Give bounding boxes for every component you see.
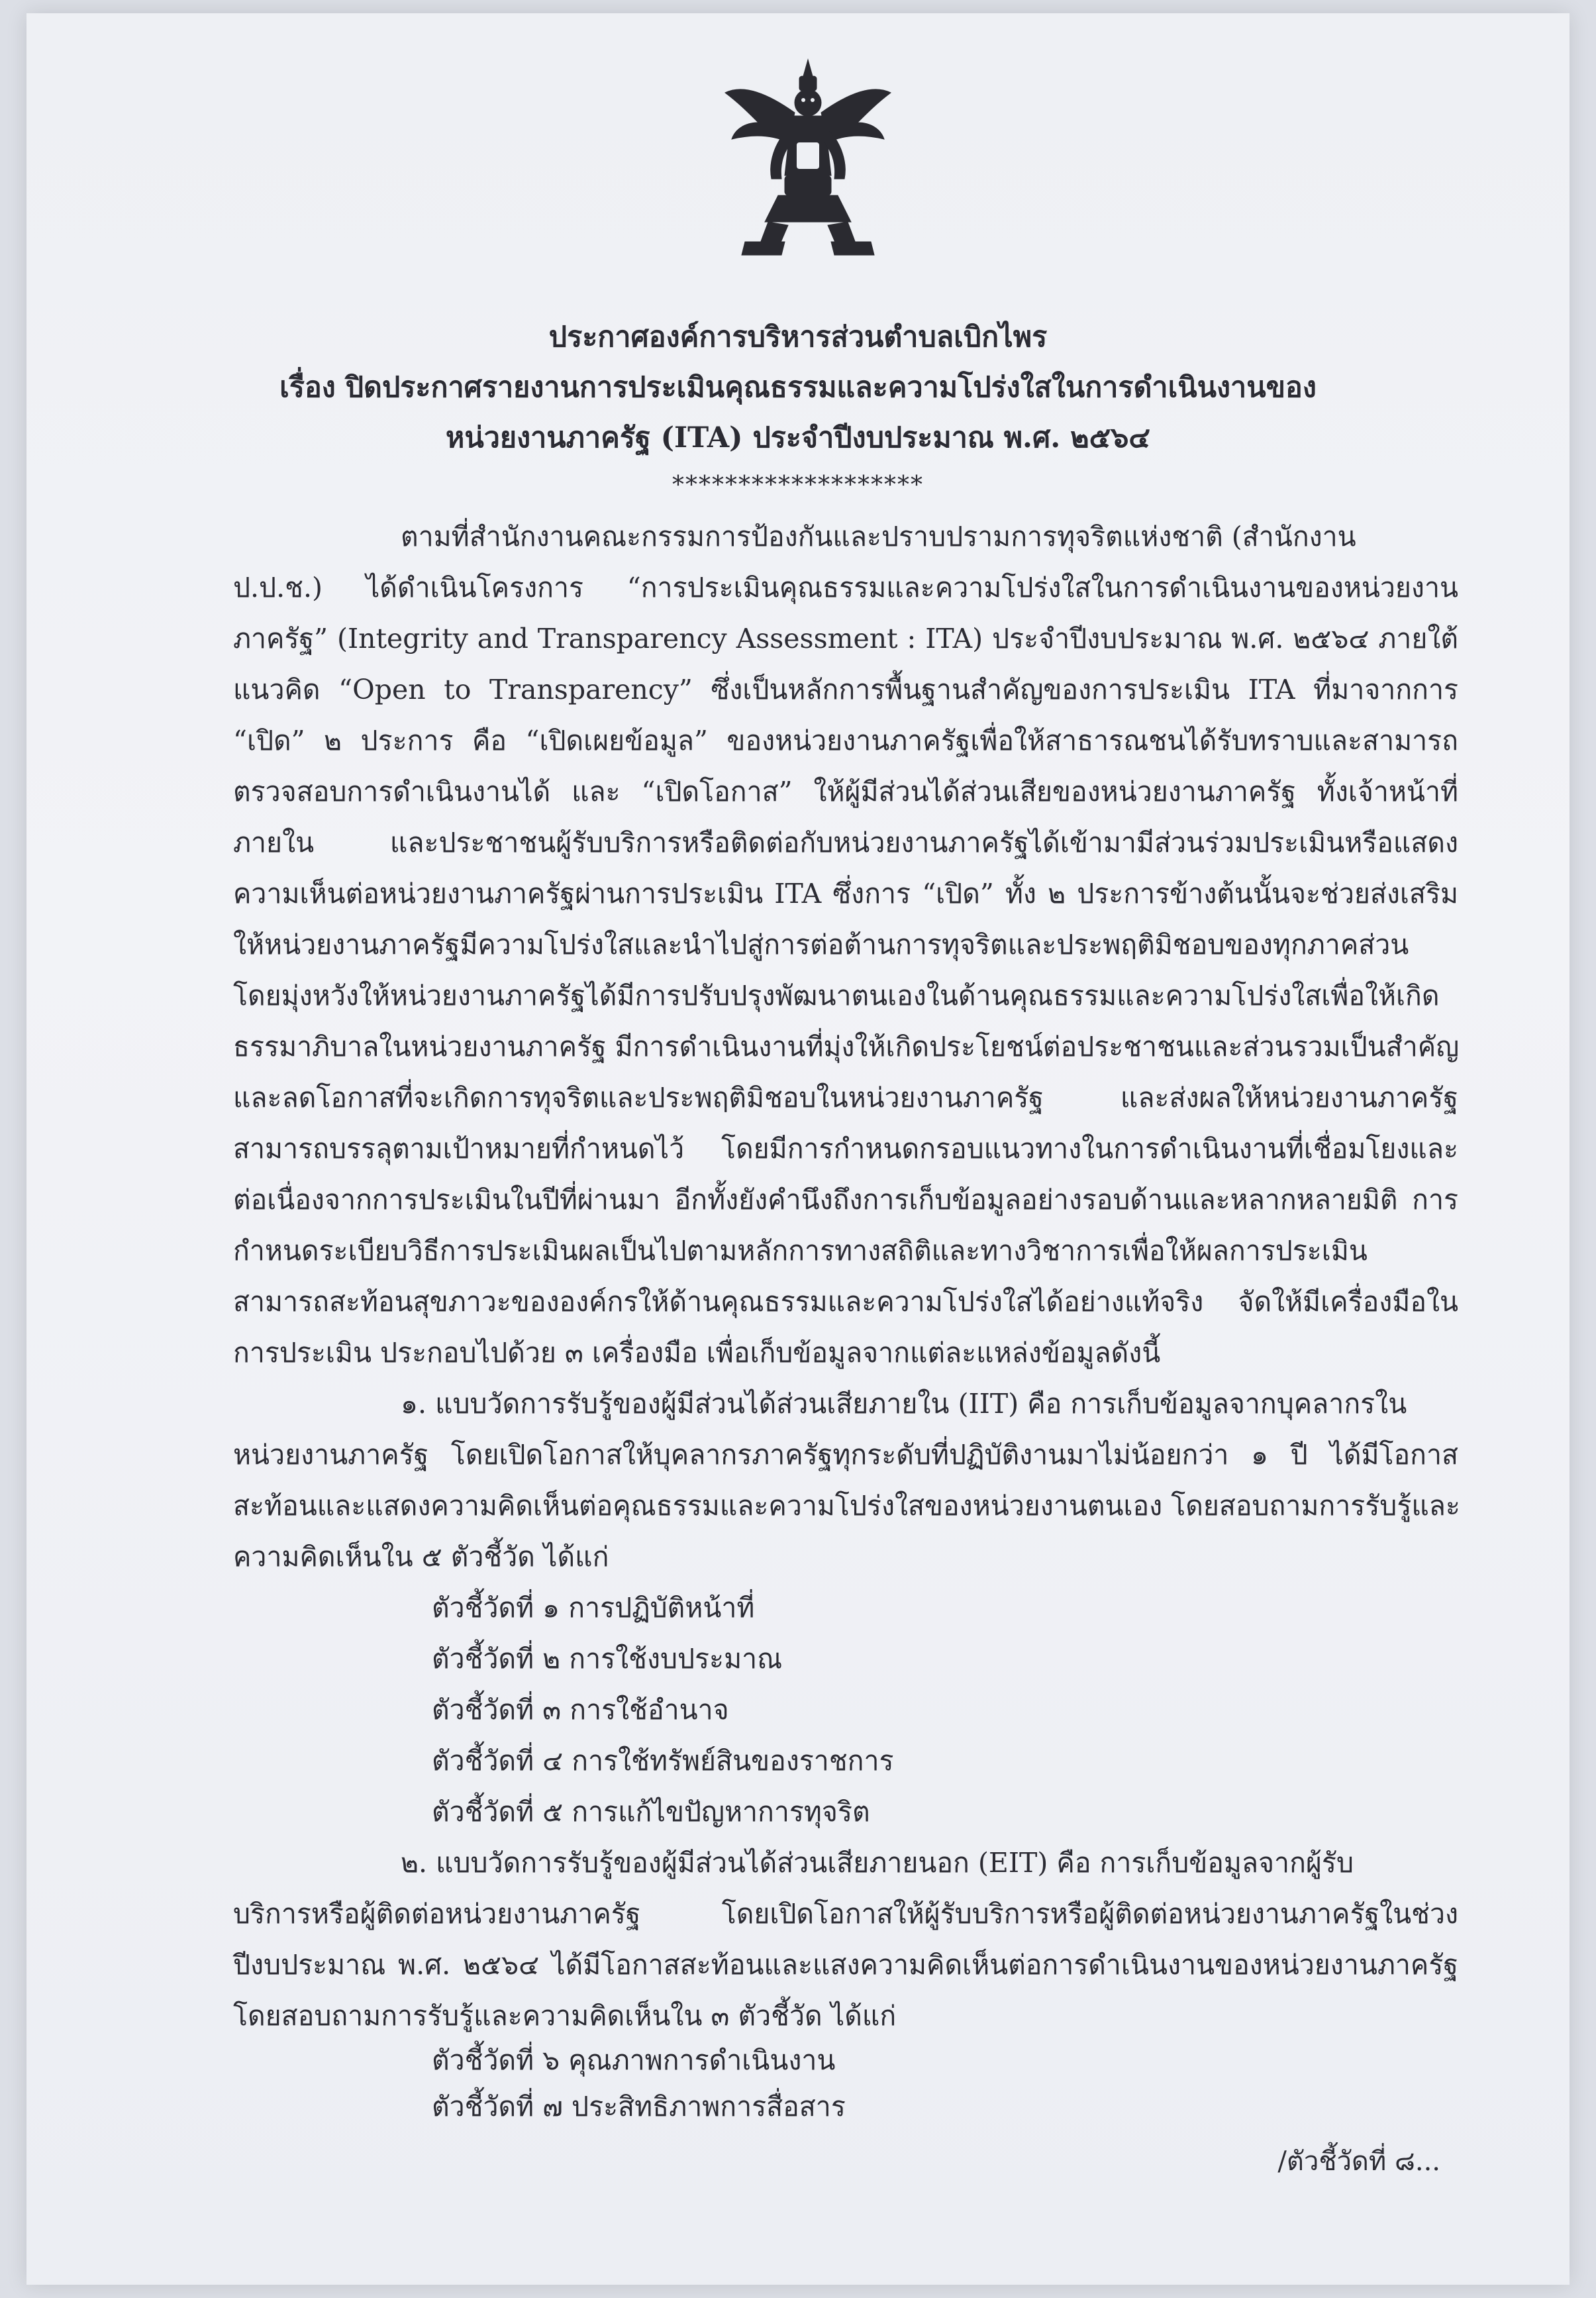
indicator-item: ตัวชี้วัดที่ ๔ การใช้ทรัพย์สินของราชการ	[432, 1745, 894, 1777]
paragraph-line: แนวคิด “Open to Transparency” ซึ่งเป็นหลักการพื้นฐานสำคัญของการประเมิน ITA ที่มาจากการ	[233, 674, 1458, 705]
paragraph-line: สามารถบรรลุตามเป้าหมายที่กำหนดไว้ โดยมีการกำหนดกรอบแนวทางในการดำเนินงานที่เชื่อมโยงและ	[233, 1133, 1458, 1165]
paragraph-line: ๒. แบบวัดการรับรู้ของผู้มีส่วนได้ส่วนเสียภายนอก (EIT) คือ การเก็บข้อมูลจากผู้รับ	[401, 1847, 1354, 1879]
paragraph-line: ตามที่สำนักงานคณะกรรมการป้องกันและปราบปรามการทุจริตแห่งชาติ (สำนักงาน	[401, 521, 1356, 552]
paragraph-line: ตรวจสอบการดำเนินงานได้ และ “เปิดโอกาส” ให้ผู้มีส่วนได้ส่วนเสียของหน่วยงานภาครัฐ ทั้งเจ้าหน้าที่	[233, 776, 1458, 808]
paragraph-line: สามารถสะท้อนสุขภาวะขององค์กรให้ด้านคุณธรรมและความโปร่งใสได้อย่างแท้จริง จัดให้มีเครื่องมือใน	[233, 1286, 1458, 1318]
indicator-item: ตัวชี้วัดที่ ๓ การใช้อำนาจ	[432, 1694, 729, 1726]
indicator-item: ตัวชี้วัดที่ ๕ การแก้ไขปัญหาการทุจริต	[432, 1796, 870, 1828]
paragraph-line: และลดโอกาสที่จะเกิดการทุจริตและประพฤติมิชอบในหน่วยงานภาครัฐ และส่งผลให้หน่วยงานภาครัฐ	[233, 1082, 1458, 1114]
indicator-item: ตัวชี้วัดที่ ๑ การปฏิบัติหน้าที่	[432, 1592, 755, 1624]
paragraph-line: ให้หน่วยงานภาครัฐมีความโปร่งใสและนำไปสู่การต่อต้านการทุจริตและประพฤติมิชอบของทุกภาคส่วน	[233, 929, 1409, 961]
indicator-item: ตัวชี้วัดที่ ๖ คุณภาพการดำเนินงาน	[432, 2044, 836, 2076]
separator-stars: *******************	[672, 472, 924, 499]
paragraph-line: ปีงบประมาณ พ.ศ. ๒๕๖๔ ได้มีโอกาสสะท้อนและแสงความคิดเห็นต่อการดำเนินงานของหน่วยงานภาครัฐ	[233, 1949, 1458, 1981]
announcement-subject: เรื่อง ปิดประกาศรายงานการประเมินคุณธรรมและความโปร่งใสในการดำเนินงานของ	[279, 371, 1317, 404]
paragraph-line: ความเห็นต่อหน่วยงานภาครัฐผ่านการประเมิน ITA ซึ่งการ “เปิด” ทั้ง ๒ ประการข้างต้นนั้นจะช่วยส่งเสริม	[233, 878, 1458, 910]
announcement-subject-cont: หน่วยงานภาครัฐ (ITA) ประจำปีงบประมาณ พ.ศ. ๒๕๖๔	[446, 421, 1150, 454]
paragraph-line: ต่อเนื่องจากการประเมินในปีที่ผ่านมา อีกทั้งยังคำนึงถึงการเก็บข้อมูลอย่างรอบด้านและหลากหลายมิติ การ	[233, 1184, 1458, 1216]
paragraph-line: โดยสอบถามการรับรู้และความคิดเห็นใน ๓ ตัวชี้วัด ได้แก่	[233, 2000, 897, 2032]
paragraph-line: โดยมุ่งหวังให้หน่วยงานภาครัฐได้มีการปรับปรุงพัฒนาตนเองในด้านคุณธรรมและความโปร่งใสเพื่อให้เกิด	[233, 980, 1440, 1012]
paragraph-line: ความคิดเห็นใน ๕ ตัวชี้วัด ได้แก่	[233, 1541, 609, 1573]
paragraph-line: “เปิด” ๒ ประการ คือ “เปิดเผยข้อมูล” ของหน่วยงานภาครัฐเพื่อให้สาธารณชนได้รับทราบและสามารถ	[233, 725, 1458, 757]
paragraph-line: หน่วยงานภาครัฐ โดยเปิดโอกาสให้บุคลากรภาครัฐทุกระดับที่ปฏิบัติงานมาไม่น้อยกว่า ๑ ปี ได้มีโอกาส	[233, 1439, 1458, 1471]
paragraph-line: ภายใน และประชาชนผู้รับบริการหรือติดต่อกับหน่วยงานภาครัฐได้เข้ามามีส่วนร่วมประเมินหรือแสดง	[233, 827, 1458, 859]
paragraph-line: ป.ป.ช.) ได้ดำเนินโครงการ “การประเมินคุณธรรมและความโปร่งใสในการดำเนินงานของหน่วยงาน	[233, 572, 1458, 603]
continuation-note: /ตัวชี้วัดที่ ๘...	[1277, 2146, 1440, 2177]
paragraph-line: บริการหรือผู้ติดต่อหน่วยงานภาครัฐ โดยเปิดโอกาสให้ผู้รับบริการหรือผู้ติดต่อหน่วยงานภาครัฐในช่วง	[233, 1898, 1458, 1930]
paragraph-line: กำหนดระเบียบวิธีการประเมินผลเป็นไปตามหลักการทางสถิติและทางวิชาการเพื่อให้ผลการประเมิน	[233, 1235, 1368, 1267]
paragraph-line: สะท้อนและแสดงความคิดเห็นต่อคุณธรรมและความโปร่งใสของหน่วยงานตนเอง โดยสอบถามการรับรู้และ	[233, 1490, 1460, 1522]
paragraph-line: ภาครัฐ” (Integrity and Transparency Assessment : ITA) ประจำปีงบประมาณ พ.ศ. ๒๕๖๔ ภายใต้	[233, 623, 1458, 654]
indicator-item: ตัวชี้วัดที่ ๒ การใช้งบประมาณ	[432, 1643, 783, 1675]
indicator-item: ตัวชี้วัดที่ ๗ ประสิทธิภาพการสื่อสาร	[432, 2091, 846, 2122]
garuda-emblem-icon	[719, 56, 897, 262]
paragraph-line: ธรรมาภิบาลในหน่วยงานภาครัฐ มีการดำเนินงานที่มุ่งให้เกิดประโยชน์ต่อประชาชนและส่วนรวมเป็นสำคัญ	[233, 1031, 1460, 1063]
document-page	[26, 13, 1570, 2285]
paragraph-line: การประเมิน ประกอบไปด้วย ๓ เครื่องมือ เพื่อเก็บข้อมูลจากแต่ละแหล่งข้อมูลดังนี้	[233, 1337, 1161, 1369]
announcement-title: ประกาศองค์การบริหารส่วนตำบลเบิกไพร	[548, 321, 1048, 354]
paragraph-line: ๑. แบบวัดการรับรู้ของผู้มีส่วนได้ส่วนเสียภายใน (IIT) คือ การเก็บข้อมูลจากบุคลากรใน	[401, 1388, 1407, 1420]
